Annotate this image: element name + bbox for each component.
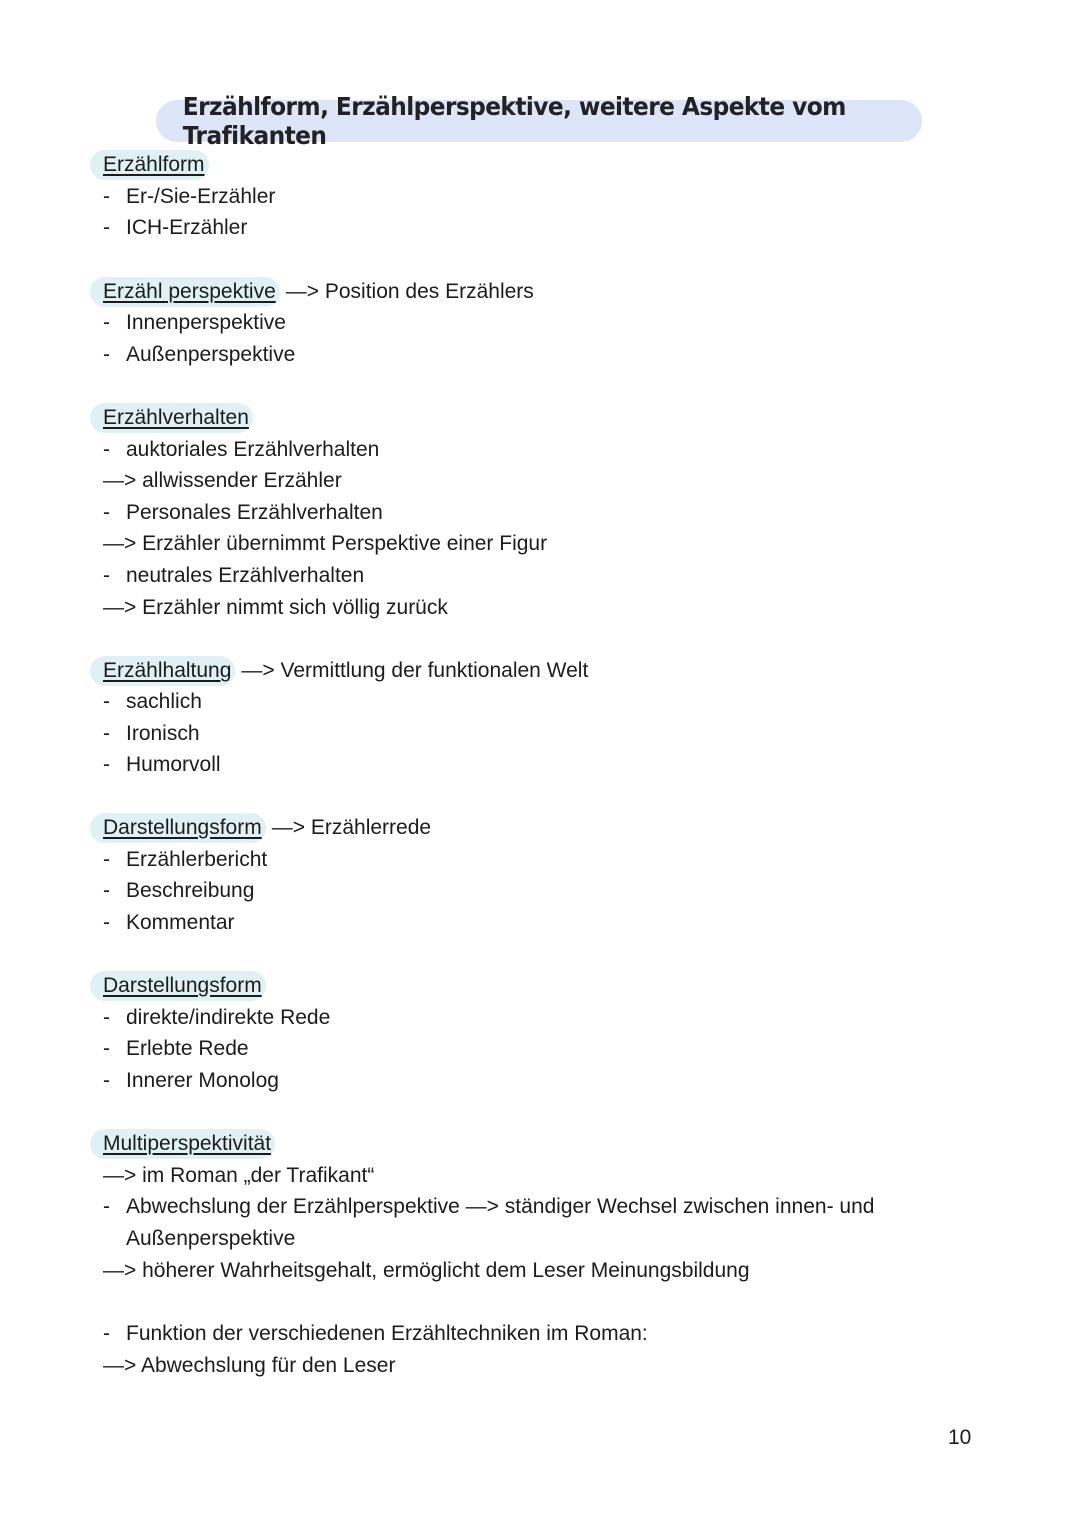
section-heading-erzaehlperspektive: Erzähl perspektive —> Position des Erzählers bbox=[100, 277, 534, 307]
arrow-item: —> Abwechslung für den Leser bbox=[103, 1354, 396, 1377]
list-item: - direkte/indirekte Rede bbox=[103, 1006, 331, 1029]
arrow-item: —> höherer Wahrheitsgehalt, ermöglicht dem Leser Meinungsbildung bbox=[103, 1259, 750, 1282]
page-title: Erzählform, Erzählperspektive, weitere Aspekte vom Trafikanten bbox=[182, 92, 846, 150]
section-heading-darstellungsform: Darstellungsform —> Erzählerrede bbox=[100, 813, 431, 843]
section-heading-multiperspektivitaet: Multiperspektivität bbox=[100, 1129, 275, 1159]
arrow-item: —> im Roman „der Trafikant“ bbox=[103, 1164, 375, 1187]
list-item: - Ironisch bbox=[103, 722, 200, 745]
list-item: - Erlebte Rede bbox=[103, 1037, 249, 1060]
arrow-item: —> Erzähler übernimmt Perspektive einer Figur bbox=[103, 532, 548, 555]
list-item: - auktoriales Erzählverhalten bbox=[103, 438, 380, 461]
list-item: - Personales Erzählverhalten bbox=[103, 501, 383, 524]
page-number: 10 bbox=[948, 1426, 972, 1449]
list-item: - Kommentar bbox=[103, 911, 235, 934]
list-item: - Funktion der verschiedenen Erzähltechniken im Roman: bbox=[103, 1322, 648, 1345]
list-item: - Innerer Monolog bbox=[103, 1069, 279, 1092]
section-heading-erzaehlhaltung: Erzählhaltung —> Vermittlung der funktionalen Welt bbox=[100, 656, 588, 686]
list-item: - Außenperspektive bbox=[103, 343, 296, 366]
arrow-item: —> Erzähler nimmt sich völlig zurück bbox=[103, 596, 448, 619]
list-item: - ICH-Erzähler bbox=[103, 216, 248, 239]
section-heading-erzaehlform: Erzählform bbox=[100, 150, 209, 180]
list-item: - sachlich bbox=[103, 690, 202, 713]
arrow-item: —> allwissender Erzähler bbox=[103, 469, 342, 492]
list-item: - neutrales Erzählverhalten bbox=[103, 564, 365, 587]
list-item: - Beschreibung bbox=[103, 879, 255, 902]
list-item: - Abwechslung der Erzählperspektive —> ständiger Wechsel zwischen innen- und bbox=[103, 1195, 875, 1218]
list-item: - Erzählerbericht bbox=[103, 848, 268, 871]
list-item: - Er-/Sie-Erzähler bbox=[103, 185, 276, 208]
list-item: - Humorvoll bbox=[103, 753, 221, 776]
section-heading-erzaehlverhalten: Erzählverhalten bbox=[100, 403, 253, 433]
list-item-continuation: Außenperspektive bbox=[126, 1227, 296, 1250]
list-item: - Innenperspektive bbox=[103, 311, 286, 334]
section-heading-darstellungsform-2: Darstellungsform bbox=[100, 971, 266, 1001]
